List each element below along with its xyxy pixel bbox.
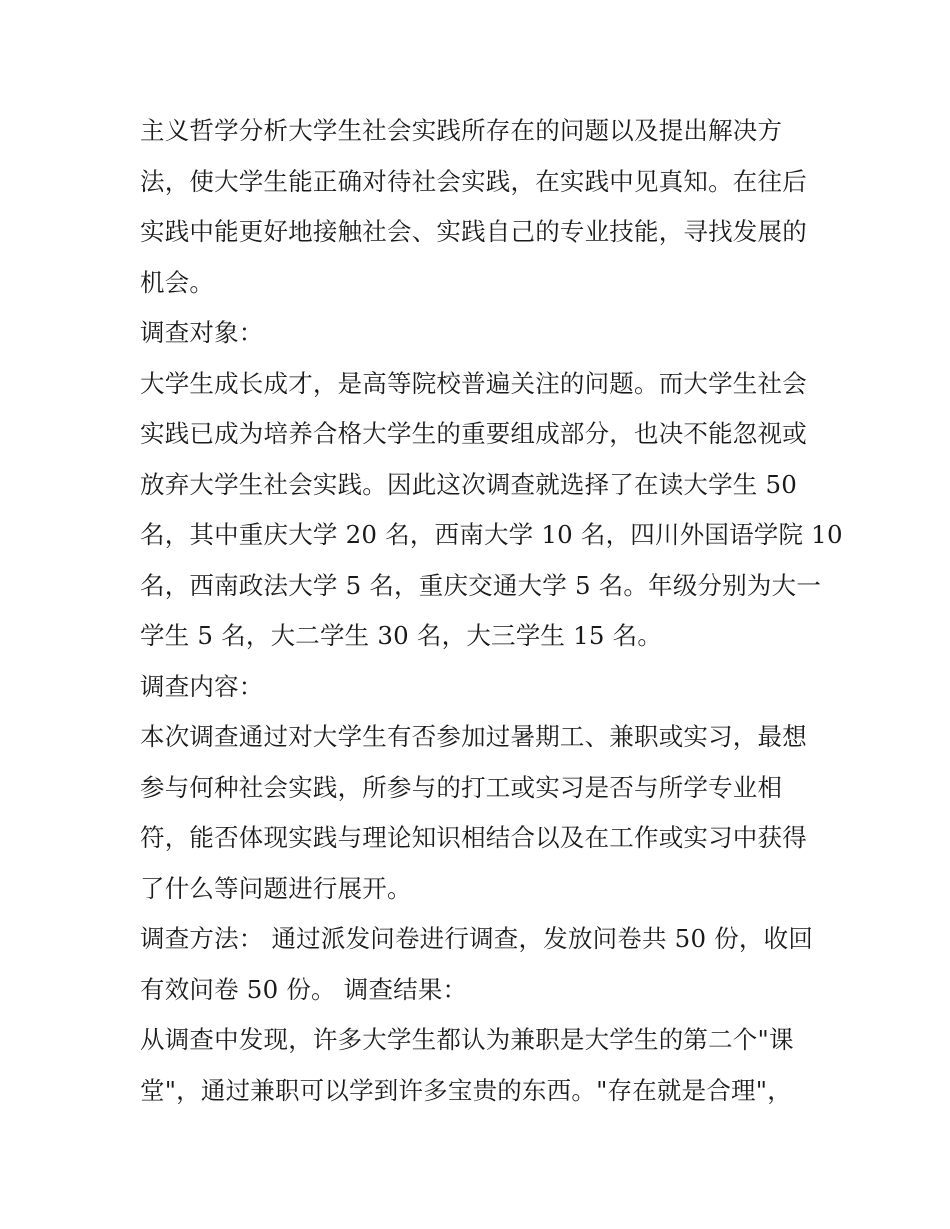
text-line: 实践已成为培养合格大学生的重要组成部分，也决不能忽视或 — [140, 419, 807, 448]
section-heading: 调查对象： — [140, 318, 264, 347]
text-line: 机会。 — [140, 267, 215, 297]
text-line: 名，其中重庆大学 20 名，西南大学 10 名，四川外国语学院 10 — [140, 520, 843, 549]
text-line: 放弃大学生社会实践。因此这次调查就选择了在读大学生 50 — [140, 469, 798, 499]
text-line: 本次调查通过对大学生有否参加过暑期工、兼职或实习，最想 — [140, 722, 807, 751]
text-line: 了什么等问题进行展开。 — [140, 873, 412, 903]
text-line: 法，使大学生能正确对待社会实践，在实践中见真知。在往后 — [140, 166, 807, 196]
text-line: 学生 5 名，大二学生 30 名，大三学生 15 名。 — [140, 621, 663, 650]
text-line: 主义哲学分析大学生社会实践所存在的问题以及提出解决方 — [140, 116, 783, 145]
text-line: 有效问卷 50 份。 调查结果： — [140, 974, 468, 1004]
text-line: 大学生成长成才，是高等院校普遍关注的问题。而大学生社会 — [140, 368, 807, 398]
document-body — [140, 106, 843, 1116]
text-line: 堂"，通过兼职可以学到许多宝贵的东西。"存在就是合理"， — [140, 1075, 792, 1105]
text-line: 符，能否体现实践与理论知识相结合以及在工作或实习中获得 — [140, 823, 807, 852]
text-line: 实践中能更好地接触社会、实践自己的专业技能，寻找发展的 — [140, 217, 807, 246]
text-line: 名，西南政法大学 5 名，重庆交通大学 5 名。年级分别为大一 — [140, 570, 822, 600]
text-line: 调查方法： 通过派发问卷进行调查，发放问卷共 50 份，收回 — [140, 924, 814, 953]
text-line: 参与何种社会实践，所参与的打工或实习是否与所学专业相 — [140, 772, 783, 802]
text-line: 从调查中发现，许多大学生都认为兼职是大学生的第二个"课 — [140, 1025, 794, 1054]
section-heading: 调查内容： — [140, 671, 264, 701]
